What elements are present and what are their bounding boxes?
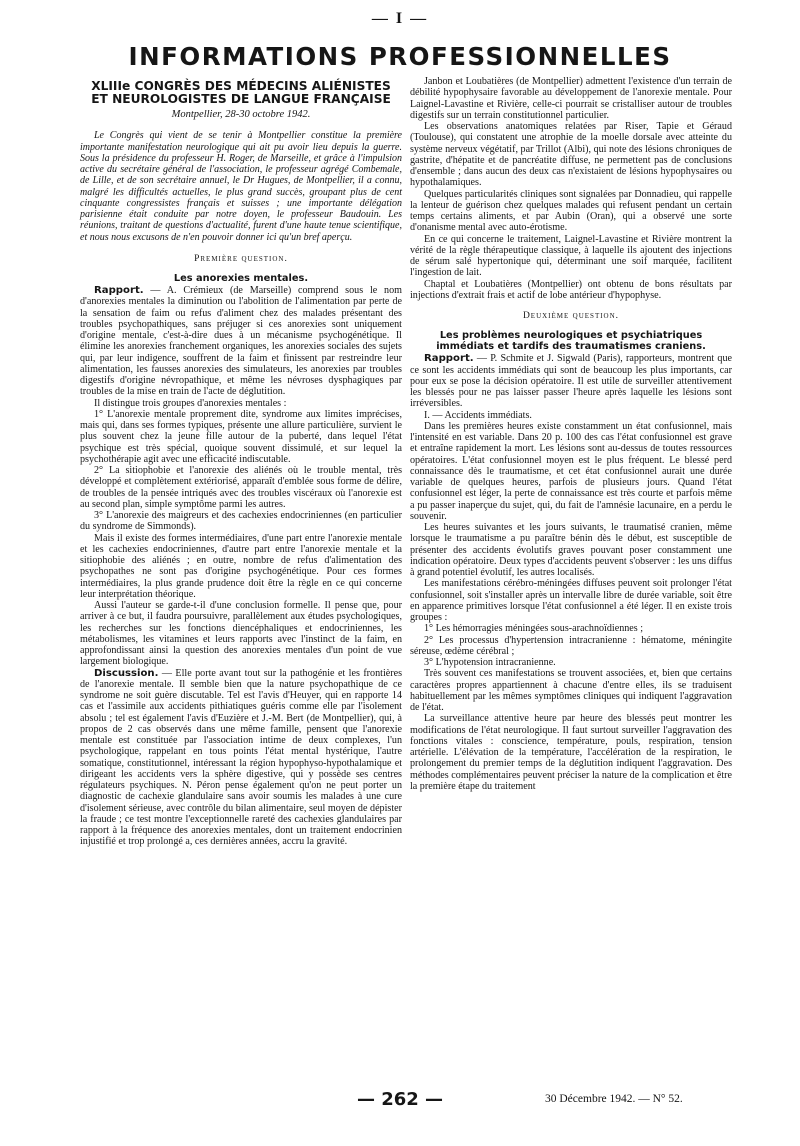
question-1-subheading: Les anorexies mentales. <box>173 273 309 284</box>
paragraph: La surveillance attentive heure par heure des blessés peut montrer les modifications de l'état neurologique. Il faut surtout surveiller l'aggravation des fonctions vitales : conscience, température, pouls, respiration, tension artérielle. L'élévation de la température, l'accélération de la respiration, le prolongement du premier temps de la déglutition indiquent l'aggravation. Des méthodes complémentaires peuvent préciser la nature de la complication et être la première étape du traitement <box>410 713 732 792</box>
paragraph: Dans les premières heures existe constamment un état confusionnel, mais l'intensité en est variable. Dans 20 p. 100 des cas l'état confusionnel est grave et entraîne rapidement la mort. Les lésions sont au-dessus de toutes ressources opératoires. L'état confusionnel moyen est le plus fréquent. Le blessé perd connaissance dès le traumatisme, et cet état confusionnel aurait une durée variable de quelques heures, parfois de plusieurs jours. Quand l'état confusionnel est léger, la perte de connaissance est très courte et parfois même a pu passer inaperçue du sujet, qui, du fait de l'amnésie lacunaire, en a perdu le souvenir. <box>410 420 732 522</box>
paragraph: 3° L'anorexie des maigreurs et des cachexies endocriniennes (en particulier du syndrome de Simmonds). <box>80 510 402 533</box>
paragraph: Quelques particularités cliniques sont signalées par Donnadieu, qui rappelle la lenteur de guérison chez quelques malades qui refusent pendant un certain temps certains aliments, et par Aubin (Oran), qui a observé une sorte d'onanisme mental avec auto-érotisme. <box>410 188 732 234</box>
rapport-text: — A. Crémieux (de Marseille) comprend sous le nom d'anorexies mentales la diminution ou l'abolition de l'alimentation par perte de la sensation de faim ou refus d'aliment chez des malades présentant des troubles psychopathiques, sans préjuger si ces anorexies sont uniquement d'origine mentale, c'est-à-dire dues à un mécanisme psychogénétique. Il élimine les anorexies franchement organiques, les anorexies sociales des sujets qui, par leur indigence, souffrent de la faim et finissent par restreindre leur alimentation, les fausses anorexies des simulateurs, les anorexies par troubles digestifs d'origine névropathique, et même les névroses dysphagiques par troubles de la mise en train de l'acte de déglutition. <box>80 285 402 398</box>
paragraph: En ce qui concerne le traitement, Laignel-Lavastine et Rivière montrent la vérité de la règle thérapeutique classique, à laquelle ils ajoutent des injections de sérum salé hypertonique qui, déterminant une soif marquée, facilitent l'ingestion de lait. <box>410 233 732 279</box>
intro-paragraph: Le Congrès qui vient de se tenir à Montpellier constitue la première importante manifestation neurologique qui ait pu avoir lieu depuis la guerre. Sous la présidence du professeur H. Roger, de Marseille, et grâce à l'impulsion active du secrétaire général de l'association, le professeur agrégé Combemale, de Lille, et de son secrétaire annuel, le Dr Hugues, de Montpellier, il a connu, malgré les difficultés actuelles, le plus grand succès, groupant plus de cent cinquante congressistes français et suisses ; une importante délégation parisienne était conduite par notre doyen, le professeur Baudouin. Les réunions, traitant de questions d'actualité, furent d'une haute tenue scientifique, et nous nous excusons de n'en pouvoir donner ici qu'un bref aperçu. <box>80 130 402 243</box>
paragraph: Très souvent ces manifestations se trouvent associées, et, bien que certains caractères propres appartiennent à chacune d'entre elles, ils se traduisent habituellement par les mêmes symptômes cliniques qui indiquent l'aggravation de l'état. <box>410 668 732 713</box>
rapport-paragraph <box>410 353 732 409</box>
paragraph: Aussi l'auteur se garde-t-il d'une conclusion formelle. Il pense que, pour arriver à ce but, il faudra poursuivre, parallèlement aux études psychologiques, les recherches sur les fonctions diencéphaliques et endocriniennes, les métabolismes, les vitamines et leurs rapports avec l'instinct de la faim, en approfondissant ainsi la question des anorexies mentales d'un point de vue largement biologique. <box>80 600 402 668</box>
paragraph: Les heures suivantes et les jours suivants, le traumatisé cranien, même lorsque le traumatisme a pu paraître bénin dès le début, est susceptible de présenter des accidents évolutifs graves pouvant poser constamment une indication opératoire. Deux types d'accidents peuvent s'observer : les uns diffus à grand potentiel évolutif, les autres localisés. <box>410 522 732 578</box>
article-intro <box>80 130 402 243</box>
paragraph: Chaptal et Loubatières (Montpellier) ont obtenu de bons résultats par injections d'extrait frais et actif de lobe antérieur d'hypophyse. <box>410 278 732 301</box>
paragraph: Janbon et Loubatières (de Montpellier) admettent l'existence d'un terrain de débilité hypophysaire favorable au développement de l'anorexie mentale. Pour Laignel-Lavastine et Rivière, celle-ci pourrait se cristalliser autour de troubles digestifs sur un terrain constitutionnel particulier. <box>410 76 732 121</box>
question-1-heading: Première question. <box>194 253 288 264</box>
page-footer <box>0 1089 800 1119</box>
left-column <box>80 76 402 848</box>
paragraph: 1° L'anorexie mentale proprement dite, syndrome aux limites imprécises, mais qui, dans ses formes typiques, présente une allure particulière, survient le plus souvent chez la jeune fille autour de la puberté, dans lequel l'état psychique est très spécial, quoique souvent dissimulé, et sur lequel la psychothérapie agit avec une efficacité indiscutable. <box>80 408 402 465</box>
paragraph: 2° La sitiophobie et l'anorexie des aliénés où le trouble mental, très développé et complètement extériorisé, apparaît d'emblée sous forme de délire, de troubles de la pensée intriqués avec des troubles viscéraux où l'anorexie est au second plan, simple symptôme parmi les autres. <box>80 465 402 510</box>
article-title-line-2: ET NEUROLOGISTES DE LANGUE FRANÇAISE <box>91 92 391 106</box>
page-number: — 262 — <box>356 1089 444 1110</box>
paragraph: Il distingue trois groupes d'anorexies mentales : <box>94 397 287 409</box>
rapport-text: — P. Schmite et J. Sigwald (Paris), rapporteurs, montrent que ce sont les accidents immédiats qui sont de beaucoup les plus importants, car pour eux se pose la décision opératoire. Il est utile de surveiller attentivement les blessés pour ne pas laisser passer l'heure après laquelle les lésions sont irréversibles. <box>410 353 732 410</box>
article-title <box>80 80 402 106</box>
paragraph: I. — Accidents immédiats. <box>424 409 532 421</box>
paragraph: 2° Les processus d'hypertension intracranienne : hématome, méningite séreuse, œdème cérébral ; <box>410 634 732 657</box>
article-subtitle: Montpellier, 28-30 octobre 1942. <box>171 109 311 120</box>
paragraph: Mais il existe des formes intermédiaires, d'une part entre l'anorexie mentale et les cachexies endocriniennes, d'autre part entre l'anorexie mentale et la sitiophobie des aliénés ; en outre, nombre de refus d'alimentation des psychopathes ne sont pas d'origine psychogénétique. Pour ces formes intermédiaires, la plus grande prudence doit être la règle en ce qui concerne leur interprétation théorique. <box>80 532 402 600</box>
question-2-heading: Deuxième question. <box>522 311 620 321</box>
rapport-lead: Rapport. <box>94 285 144 296</box>
paragraph: Les observations anatomiques relatées par Riser, Tapie et Géraud (Toulouse), qui constatent une atrophie de la moelle dorsale avec atteinte du système nerveux végétatif, par Trillot (Albi), qui note des lésions chroniques de gastrite, d'hépatite et de pancréatite diffuse, ne permettent pas de conclusions d'ensemble ; dans aucun des deux cas n'existaient de lésions hypophysaires ou hypothalamiques. <box>410 121 732 189</box>
question-2-subheading: Les problèmes neurologiques et psychiatriques immédiats et tardifs des traumatismes craniens. <box>436 330 706 353</box>
paragraph: Les manifestations cérébro-méningées diffuses peuvent soit prolonger l'état confusionnel, soit s'installer après un intervalle libre de durée variable, soit être en apparence primitives lorsque l'état confusionnel a été léger. Il en existe trois groupes : <box>410 578 732 623</box>
paragraph: 1° Les hémorragies méningées sous-arachnoïdiennes ; <box>424 623 644 635</box>
section-title: INFORMATIONS PROFESSIONNELLES <box>128 42 672 71</box>
rapport-lead: Rapport. <box>424 353 474 365</box>
right-column <box>410 76 732 792</box>
section-number: — I — <box>371 10 429 27</box>
discussion-lead: Discussion. <box>94 667 159 679</box>
issue-date: 30 Décembre 1942. — N° 52. <box>545 1093 683 1105</box>
paragraph: 3° L'hypotension intracranienne. <box>424 657 556 668</box>
discussion-paragraph <box>80 668 402 848</box>
discussion-text: — Elle porte avant tout sur la pathogénie et les frontières de l'anorexie mentale. Il semble bien que la nature psychopathique de ce syndrome ne soit guère discutable. Tel est l'avis d'Heuyer, qui en rapporte 14 cas et l'assimile aux accidents pithiatiques guéris comme elle par l'isolement absolu ; tel est également l'avis d'Euzière et J.-M. Bert (de Montpellier), qui, à propos de 2 cas observés dans une même famille, pensent que l'anorexie mentale est constituée par l'association intime de deux complexes, l'un psychologique, rappelant en tous points l'état mental hystérique, l'autre somatique, constitutionnel, intéressant la région hypophyso-hypothalamique et dirigeant les accidents vers la sphère digestive, qui y possède ses centres régulateurs psychiques. N. Péron pense également qu'on ne peut porter un diagnostic de cachexie glandulaire sans avoir soumis les malades à une cure d'isolement sérieuse, avec contrôle du bilan alimentaire, seul moyen de dépister la fraude ; ce test montre l'exceptionnelle rareté des cachexies glandulaires par rapport à la fréquence des anorexies mentales, dont un traitement endocrinien injustifié et trop prolongé a, ces dernières années, accru la gravité. <box>80 667 402 848</box>
rapport-paragraph <box>80 285 402 398</box>
article-title-line-1: XLIIIe CONGRÈS DES MÉDECINS ALIÉNISTES <box>91 79 391 93</box>
